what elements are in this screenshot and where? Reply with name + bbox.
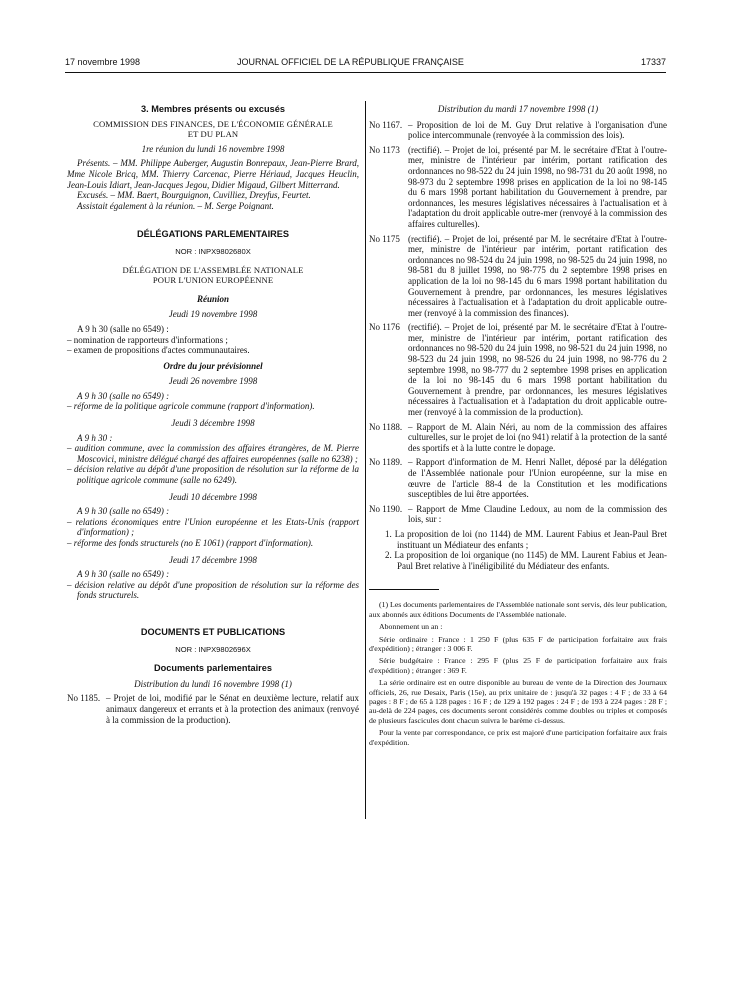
header-page-number: 17337 [640,57,666,67]
commission-name-line2: ET DU PLAN [187,129,239,140]
nor-code-2: NOR : INPX9802696X [175,644,251,654]
meeting-date-3: Jeudi 3 décembre 1998 [171,418,255,429]
commission-name-line1: COMMISSION DES FINANCES, DE L'ÉCONOMIE GÉNÉRALE [93,118,333,129]
document-entry [369,234,667,319]
agenda-item: – réforme des fonds structurels (no E 1061) (rapport d'information). [67,538,314,548]
footnote [369,600,667,747]
meeting-time-5: A 9 h 30 (salle no 6549) : [77,569,170,580]
sub-item-2: 2. La proposition de loi organique (no 1145) de MM. Laurent Fabius et Jean-Paul Bret relative à l'inéligibilité du Médiateur des enfants. [385,550,667,571]
reunion-date: 1re réunion du lundi 16 novembre 1998 [141,143,285,154]
excuses-list: Excusés. – MM. Baert, Bourguignon, Cuvilliez, Dreyfus, Feurtet. [77,190,311,201]
footnote-serie-budgetaire: Série budgétaire : France : 295 F (plus 25 F de participation forfaitaire aux frais d'expédition) ; étranger : 369 F. [369,656,667,675]
agenda-item: – examen de propositions d'actes communautaires. [67,345,250,356]
meeting-date-4: Jeudi 10 décembre 1998 [169,491,257,502]
document-entry [369,422,667,454]
agenda-item: – réforme de la politique agricole commune (rapport d'information). [67,401,315,412]
document-text: – Rapport d'information de M. Henri Nallet, déposé par la délégation de l'Assemblée nationale pour l'Union européenne, sur la mise en œuvre de l'article 88-4 de la Constitution et les modifications susceptibles de lui être apportées. [408,457,667,500]
document-number: No 1175 [369,233,400,244]
document-text: – Rapport de M. Alain Néri, au nom de la commission des affaires culturelles, sur le projet de loi (no 941) relatif à la protection de la santé des sportifs et à la lutte contre le dopage. [408,421,667,453]
document-text: – Projet de loi, modifié par le Sénat en deuxième lecture, relatif aux animaux dangereux et errants et à la protection des animaux (renvoyé à la commission de la production). [106,693,359,725]
document-entry [67,693,359,725]
footnote-serie-ordinaire: Série ordinaire : France : 1 250 F (plus 635 F de participation forfaitaire aux frais d'expédition) ; étranger : 3 006 F. [369,634,667,653]
meeting-date-2: Jeudi 26 novembre 1998 [168,376,258,387]
header-rule [65,72,666,73]
meeting-time-2: A 9 h 30 (salle no 6549) : [77,390,170,401]
document-number: No 1173 [369,144,400,155]
document-number: No 1167. [369,119,403,130]
agenda-item: – nomination de rapporteurs d'informations ; [67,334,228,345]
document-text: (rectifié). – Projet de loi, présenté par M. le secrétaire d'Etat à l'outre-mer, ministre de l'intérieur par intérim, portant ratification des ordonnances no 98-524 du 24 juin 1998, no 98-525 du 24 juin 1998, no 98-581 du 8 juillet 1998, no 98-775 du 2 septembre 1998 prises en application de la loi no 98-145 du 6 mars 1998 portant habilitation du Gouvernement à prendre, par ordonnances, les mesures législatives nécessaires à l'actualisation et à l'adaptation du droit applicable outre-mer (renvoyé à la commission des finances). [408,233,667,318]
document-number: No 1190. [369,503,403,514]
document-number: No 1188. [369,421,403,432]
document-text: (rectifié). – Projet de loi, présenté par M. le secrétaire d'Etat à l'outre-mer, ministre de l'intérieur par intérim, portant ratification des ordonnances no 98-522 du 24 juin 1998, no 98-731 du 20 août 1998, no 98-973 du 2 septembre 1998 prises en application de la loi no 98-145 du 6 mars 1998 portant habilitation du Gouvernement à prendre, par ordonnances, les mesures législatives nécessaires à l'actualisation et à l'adaptation du droit applicable outre-mer (renvoyé à la commission des affaires culturelles). [408,144,667,229]
document-number: No 1189. [369,457,403,468]
left-column [67,104,359,729]
document-text: – Rapport de Mme Claudine Ledoux, au nom de la commission des lois, sur : [408,503,667,525]
document-entry [369,457,667,499]
footnote-vente: La série ordinaire est en outre disponible au bureau de vente de la Direction des Journaux officiels, 26, rue Desaix, Paris (15e), au prix unitaire de : jusqu'à 32 pages : 4 F ; de 33 à 64 pages : 8 F ; de 65 à 128 pages : 16 F ; de 129 à 192 pages : 24 F ; de 193 à 224 pages : 28 F ; au-delà de 224 pages, ces documents seront considérés comme doubles ou triples et composés de plusieurs fascicules dont chacun suivra le barème ci-dessus. [369,678,667,725]
page-header [65,57,666,71]
header-title: JOURNAL OFFICIEL DE LA RÉPUBLIQUE FRANÇAISE [237,57,464,67]
footnote-abonnement: Abonnement un an : [379,622,443,632]
meeting-time-4: A 9 h 30 (salle no 6549) : [77,506,170,517]
document-number: No 1185. [67,693,101,704]
assistait-line: Assistait également à la réunion. – M. Serge Poignant. [77,200,274,211]
agenda-item: – décision relative au dépôt d'une proposition de résolution sur la réforme des fonds structurels. [67,579,359,601]
document-text: (rectifié). – Projet de loi, présenté par M. le secrétaire d'Etat à l'outre-mer, ministre de l'intérieur par intérim, portant ratification des ordonnances no 98-520 du 24 juin 1998, no 98-521 du 24 juin 1998, no 98-523 du 24 juin 1998, no 98-526 du 24 juin 1998, no 98-776 du 2 septembre 1998, no 98-777 du 2 septembre 1998 prises en application de la loi no 98-145 du 6 mars 1998 portant habilitation du Gouvernement à prendre, par ordonnances, les mesures législatives nécessaires à l'actualisation et à l'adaptation du droit applicable outre-mer (renvoyé à la commission de la production). [408,322,667,418]
footnote-rule [369,589,439,590]
agenda-item: – audition commune, avec la commission des affaires étrangères, de M. Pierre Moscovici, ministre délégué chargé des affaires européennes (salle no 6238) ; [67,443,359,464]
documents-subtitle: Documents parlementaires [154,663,272,674]
header-date: 17 novembre 1998 [65,57,141,67]
distribution-date-right: Distribution du mardi 17 novembre 1998 (1) [437,104,599,114]
delegation-line1: DÉLÉGATION DE L'ASSEMBLÉE NATIONALE [122,264,304,275]
meeting-time-3: A 9 h 30 : [77,432,113,443]
ordre-du-jour-title: Ordre du jour prévisionnel [163,360,263,371]
agenda-item: – relations économiques entre l'Union européenne et les Etats-Unis (rapport d'information) ; [67,516,359,538]
document-entry [369,504,667,525]
column-divider [365,101,366,819]
document-number: No 1176 [369,322,400,333]
reunion-title: Réunion [196,293,229,304]
document-entry [369,145,667,230]
agenda-item: – décision relative au dépôt d'une proposition de résolution sur la réforme de la politique agricole commune (salle no 6249). [67,464,359,486]
meeting-date-5: Jeudi 17 décembre 1998 [169,554,257,565]
right-column [369,104,667,750]
section-title: 3. Membres présents ou excusés [140,104,285,114]
meeting-time-1: A 9 h 30 (salle no 6549) : [77,323,169,334]
presents-list: Présents. – MM. Philippe Auberger, Augustin Bonrepaux, Jean-Pierre Brard, Mme Nicole Bricq, MM. Thierry Carcenac, Pierre Hériaud, Jacques Heuclin, Jean-Louis Idiart, Jean-Jacques Jegou, Didier Migaud, Gilbert Mitterrand. [67,158,359,190]
nor-code-1: NOR : INPX9802680X [175,246,251,256]
sub-item-1: 1. La proposition de loi (no 1144) de MM. Laurent Fabius et Jean-Paul Bret instituant un Médiateur des enfants ; [385,528,667,550]
document-text: – Proposition de loi de M. Guy Drut relative à l'organisation d'une police intercommunale (renvoyée à la commission des lois). [408,119,667,141]
footnote-correspondance: Pour la vente par correspondance, ce prix est majoré d'une participation forfaitaire aux frais d'expédition. [369,728,667,747]
footnote-text: (1) Les documents parlementaires de l'Assemblée nationale sont servis, dès leur publication, aux abonnés aux éditions Documents de l'Assemblée nationale. [369,600,667,619]
delegations-title: DÉLÉGATIONS PARLEMENTAIRES [136,229,290,240]
meeting-date-1: Jeudi 19 novembre 1998 [168,309,258,320]
distribution-date-left: Distribution du lundi 16 novembre 1998 (1) [134,678,292,689]
document-entry [369,322,667,417]
document-entry [369,120,667,141]
delegation-line2: POUR L'UNION EUROPÉENNE [152,275,274,286]
documents-title: DOCUMENTS ET PUBLICATIONS [140,626,286,637]
document-list [369,120,667,525]
